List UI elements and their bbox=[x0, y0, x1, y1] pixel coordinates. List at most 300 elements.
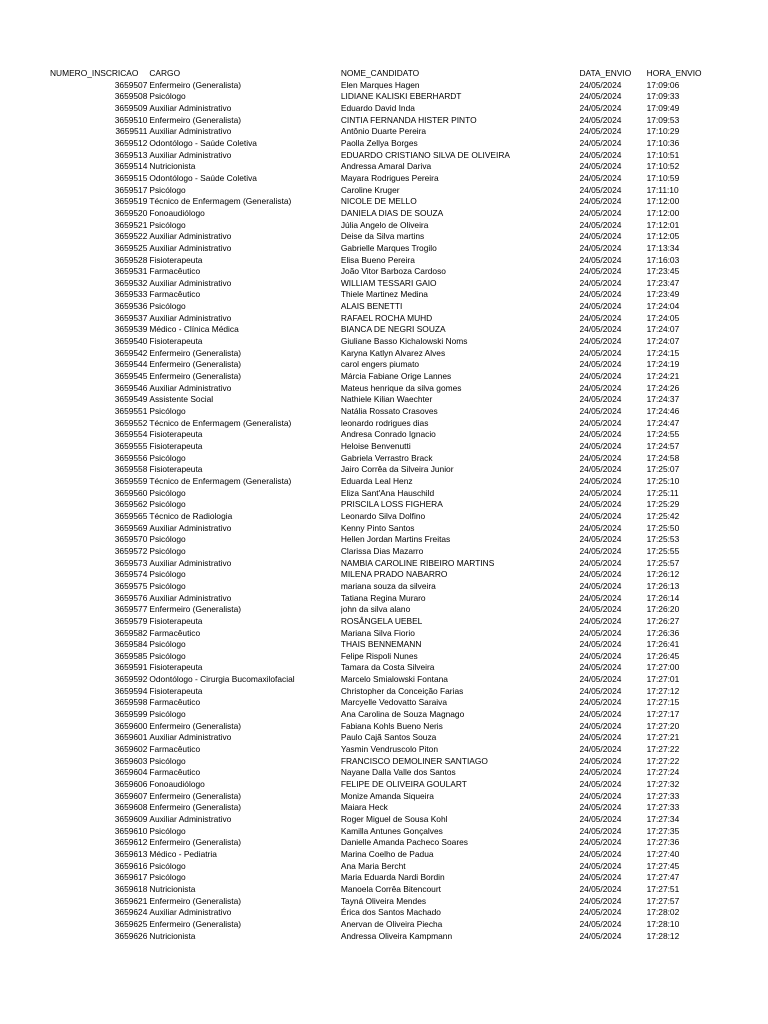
cell-nome-candidato: john da silva alano bbox=[340, 604, 411, 615]
cell-nome-candidato: Monize Amanda Siqueira bbox=[340, 790, 434, 801]
cell-data-envio: 24/05/2024 bbox=[579, 184, 622, 195]
table-row bbox=[0, 196, 768, 208]
table-row bbox=[0, 931, 768, 943]
table-row bbox=[0, 418, 768, 430]
cell-numero-inscricao: 3659573 bbox=[114, 557, 148, 568]
cell-nome-candidato: Ana Maria Bercht bbox=[340, 860, 406, 871]
cell-numero-inscricao: 3659549 bbox=[114, 394, 148, 405]
cell-numero-inscricao: 3659513 bbox=[114, 149, 148, 160]
cell-data-envio: 24/05/2024 bbox=[579, 382, 622, 393]
cell-data-envio: 24/05/2024 bbox=[579, 219, 622, 230]
table-row bbox=[0, 511, 768, 523]
cell-data-envio: 24/05/2024 bbox=[579, 767, 622, 778]
cell-hora-envio: 17:26:20 bbox=[646, 604, 680, 615]
cell-data-envio: 24/05/2024 bbox=[579, 137, 622, 148]
table-row bbox=[0, 161, 768, 173]
cell-data-envio: 24/05/2024 bbox=[579, 627, 622, 638]
cell-nome-candidato: NICOLE DE MELLO bbox=[340, 196, 417, 207]
cell-numero-inscricao: 3659517 bbox=[114, 184, 148, 195]
cell-hora-envio: 17:13:34 bbox=[646, 242, 680, 253]
table-row bbox=[0, 453, 768, 465]
cell-numero-inscricao: 3659519 bbox=[114, 196, 148, 207]
cell-data-envio: 24/05/2024 bbox=[579, 825, 622, 836]
cell-data-envio: 24/05/2024 bbox=[579, 254, 622, 265]
table-row bbox=[0, 546, 768, 558]
cell-data-envio: 24/05/2024 bbox=[579, 499, 622, 510]
cell-nome-candidato: Kamilla Antunes Gonçalves bbox=[340, 825, 443, 836]
cell-numero-inscricao: 3659525 bbox=[114, 242, 148, 253]
cell-numero-inscricao: 3659537 bbox=[114, 312, 148, 323]
cell-numero-inscricao: 3659532 bbox=[114, 277, 148, 288]
table-row bbox=[0, 534, 768, 546]
cell-hora-envio: 17:10:36 bbox=[646, 137, 680, 148]
cell-hora-envio: 17:27:47 bbox=[646, 872, 680, 883]
cell-numero-inscricao: 3659612 bbox=[114, 837, 148, 848]
cell-data-envio: 24/05/2024 bbox=[579, 277, 622, 288]
table-row bbox=[0, 371, 768, 383]
table-row bbox=[0, 826, 768, 838]
cell-cargo: Enfermeiro (Generalista) bbox=[149, 347, 242, 358]
cell-data-envio: 24/05/2024 bbox=[579, 883, 622, 894]
cell-numero-inscricao: 3659602 bbox=[114, 744, 148, 755]
cell-numero-inscricao: 3659576 bbox=[114, 592, 148, 603]
cell-numero-inscricao: 3659617 bbox=[114, 872, 148, 883]
cell-data-envio: 24/05/2024 bbox=[579, 848, 622, 859]
cell-cargo: Auxiliar Administrativo bbox=[149, 231, 232, 242]
cell-hora-envio: 17:24:55 bbox=[646, 429, 680, 440]
cell-data-envio: 24/05/2024 bbox=[579, 545, 622, 556]
cell-hora-envio: 17:10:29 bbox=[646, 126, 680, 137]
table-row bbox=[0, 441, 768, 453]
cell-nome-candidato: Paolla Zellya Borges bbox=[340, 137, 418, 148]
cell-nome-candidato: Marcyelle Vedovatto Saraiva bbox=[340, 697, 447, 708]
table-row bbox=[0, 208, 768, 220]
cell-numero-inscricao: 3659579 bbox=[114, 615, 148, 626]
cell-nome-candidato: LIDIANE KALISKI EBERHARDT bbox=[340, 91, 462, 102]
cell-numero-inscricao: 3659609 bbox=[114, 814, 148, 824]
cell-hora-envio: 17:27:17 bbox=[646, 709, 680, 720]
cell-nome-candidato: Andressa Amaral Dariva bbox=[340, 161, 432, 172]
cell-numero-inscricao: 3659584 bbox=[114, 639, 148, 650]
cell-cargo: Auxiliar Administrativo bbox=[149, 592, 232, 603]
cell-data-envio: 24/05/2024 bbox=[579, 569, 622, 580]
table-row bbox=[0, 406, 768, 418]
cell-nome-candidato: Jairo Corrêa da Silveira Junior bbox=[340, 464, 454, 475]
cell-numero-inscricao: 3659598 bbox=[114, 697, 148, 708]
table-body bbox=[0, 80, 768, 943]
cell-nome-candidato: FELIPE DE OLIVEIRA GOULART bbox=[340, 779, 467, 790]
table-row bbox=[0, 429, 768, 441]
cell-nome-candidato: Danielle Amanda Pacheco Soares bbox=[340, 837, 468, 848]
cell-nome-candidato: Márcia Fabiane Orige Lannes bbox=[340, 371, 452, 382]
cell-cargo: Psicólogo bbox=[149, 184, 186, 195]
cell-numero-inscricao: 3659559 bbox=[114, 475, 148, 486]
spreadsheet-page bbox=[0, 68, 768, 942]
cell-data-envio: 24/05/2024 bbox=[579, 406, 622, 417]
cell-nome-candidato: Mariana Silva Fiorio bbox=[340, 627, 415, 638]
table-row bbox=[0, 756, 768, 768]
cell-nome-candidato: Giuliane Basso Kichalowski Noms bbox=[340, 336, 468, 347]
table-row bbox=[0, 185, 768, 197]
cell-cargo: Auxiliar Administrativo bbox=[149, 242, 232, 253]
cell-cargo: Farmacêutico bbox=[149, 266, 201, 277]
cell-cargo: Auxiliar Administrativo bbox=[149, 149, 232, 160]
cell-cargo: Fonoaudiólogo bbox=[149, 207, 205, 218]
cell-cargo: Enfermeiro (Generalista) bbox=[149, 371, 242, 382]
table-row bbox=[0, 289, 768, 301]
cell-cargo: Auxiliar Administrativo bbox=[149, 277, 232, 288]
cell-hora-envio: 17:23:45 bbox=[646, 266, 680, 277]
cell-numero-inscricao: 3659616 bbox=[114, 860, 148, 871]
table-row bbox=[0, 581, 768, 593]
table-row bbox=[0, 593, 768, 605]
cell-data-envio: 24/05/2024 bbox=[579, 394, 622, 405]
cell-data-envio: 24/05/2024 bbox=[579, 371, 622, 382]
cell-numero-inscricao: 3659533 bbox=[114, 289, 148, 300]
cell-nome-candidato: Maiara Heck bbox=[340, 802, 388, 813]
table-row bbox=[0, 896, 768, 908]
cell-data-envio: 24/05/2024 bbox=[579, 895, 622, 906]
cell-numero-inscricao: 3659511 bbox=[115, 126, 148, 137]
cell-data-envio: 24/05/2024 bbox=[579, 114, 622, 125]
cell-data-envio: 24/05/2024 bbox=[579, 720, 622, 731]
cell-numero-inscricao: 3659610 bbox=[114, 825, 148, 836]
cell-nome-candidato: leonardo rodrigues dias bbox=[340, 417, 429, 428]
cell-numero-inscricao: 3659582 bbox=[114, 627, 148, 638]
header-numero-inscricao: NUMERO_INSCRICAO bbox=[50, 68, 139, 78]
cell-cargo: Enfermeiro (Generalista) bbox=[149, 837, 242, 848]
table-row bbox=[0, 313, 768, 325]
cell-cargo: Auxiliar Administrativo bbox=[149, 557, 232, 568]
cell-hora-envio: 17:25:55 bbox=[646, 545, 680, 556]
cell-data-envio: 24/05/2024 bbox=[579, 242, 622, 253]
cell-nome-candidato: RAFAEL ROCHA MUHD bbox=[340, 312, 433, 323]
cell-hora-envio: 17:27:33 bbox=[646, 790, 680, 801]
cell-numero-inscricao: 3659569 bbox=[114, 522, 148, 533]
cell-nome-candidato: Felipe Rispoli Nunes bbox=[340, 650, 418, 661]
table-row bbox=[0, 231, 768, 243]
cell-numero-inscricao: 3659560 bbox=[114, 487, 148, 498]
cell-hora-envio: 17:24:07 bbox=[646, 336, 680, 347]
table-row bbox=[0, 278, 768, 290]
cell-data-envio: 24/05/2024 bbox=[579, 417, 622, 428]
cell-numero-inscricao: 3659521 bbox=[114, 219, 148, 230]
cell-nome-candidato: MILENA PRADO NABARRO bbox=[340, 569, 448, 580]
cell-hora-envio: 17:27:01 bbox=[646, 674, 680, 685]
table-row bbox=[0, 80, 768, 92]
cell-nome-candidato: Ana Carolina de Souza Magnago bbox=[340, 709, 465, 720]
cell-cargo: Psicólogo bbox=[149, 487, 186, 498]
cell-numero-inscricao: 3659508 bbox=[114, 91, 148, 102]
cell-numero-inscricao: 3659545 bbox=[114, 371, 148, 382]
candidates-table bbox=[0, 68, 768, 942]
cell-cargo: Psicólogo bbox=[149, 499, 186, 510]
cell-hora-envio: 17:25:50 bbox=[646, 522, 680, 533]
cell-nome-candidato: Marcelo Smialowski Fontana bbox=[340, 674, 448, 685]
cell-numero-inscricao: 3659542 bbox=[114, 347, 148, 358]
cell-data-envio: 24/05/2024 bbox=[579, 755, 622, 766]
table-row bbox=[0, 639, 768, 651]
table-row bbox=[0, 126, 768, 138]
cell-nome-candidato: João Vitor Barboza Cardoso bbox=[340, 266, 446, 277]
cell-nome-candidato: Roger Miguel de Sousa Kohl bbox=[340, 814, 448, 824]
cell-cargo: Enfermeiro (Generalista) bbox=[149, 802, 242, 813]
table-row bbox=[0, 744, 768, 756]
cell-data-envio: 24/05/2024 bbox=[579, 429, 622, 440]
cell-hora-envio: 17:09:53 bbox=[646, 114, 680, 125]
table-row bbox=[0, 919, 768, 931]
cell-cargo: Farmacêutico bbox=[149, 627, 201, 638]
cell-data-envio: 24/05/2024 bbox=[579, 779, 622, 790]
cell-numero-inscricao: 3659528 bbox=[114, 254, 148, 265]
cell-data-envio: 24/05/2024 bbox=[579, 580, 622, 591]
cell-hora-envio: 17:12:00 bbox=[646, 196, 680, 207]
cell-hora-envio: 17:24:58 bbox=[646, 452, 680, 463]
cell-hora-envio: 17:25:07 bbox=[646, 464, 680, 475]
cell-data-envio: 24/05/2024 bbox=[579, 196, 622, 207]
cell-numero-inscricao: 3659551 bbox=[114, 406, 148, 417]
table-row bbox=[0, 255, 768, 267]
cell-nome-candidato: Eliza Sant'Ana Hauschild bbox=[340, 487, 435, 498]
cell-cargo: Auxiliar Administrativo bbox=[149, 522, 232, 533]
cell-data-envio: 24/05/2024 bbox=[579, 487, 622, 498]
cell-hora-envio: 17:25:10 bbox=[646, 475, 680, 486]
cell-numero-inscricao: 3659626 bbox=[114, 930, 148, 941]
cell-nome-candidato: ROSÂNGELA UEBEL bbox=[340, 615, 423, 626]
cell-data-envio: 24/05/2024 bbox=[579, 790, 622, 801]
cell-numero-inscricao: 3659572 bbox=[114, 545, 148, 556]
cell-hora-envio: 17:26:45 bbox=[646, 650, 680, 661]
cell-numero-inscricao: 3659577 bbox=[114, 604, 148, 615]
cell-numero-inscricao: 3659565 bbox=[114, 510, 148, 521]
cell-nome-candidato: Thiele Martinez Medina bbox=[340, 289, 428, 300]
cell-data-envio: 24/05/2024 bbox=[579, 347, 622, 358]
cell-cargo: Auxiliar Administrativo bbox=[149, 382, 232, 393]
cell-cargo: Psicólogo bbox=[149, 650, 186, 661]
cell-hora-envio: 17:27:12 bbox=[646, 685, 680, 696]
table-row bbox=[0, 837, 768, 849]
cell-hora-envio: 17:10:59 bbox=[646, 172, 680, 183]
cell-data-envio: 24/05/2024 bbox=[579, 231, 622, 242]
cell-nome-candidato: Mateus henrique da silva gomes bbox=[340, 382, 462, 393]
cell-hora-envio: 17:24:07 bbox=[646, 324, 680, 335]
cell-hora-envio: 17:26:14 bbox=[646, 592, 680, 603]
cell-hora-envio: 17:24:37 bbox=[646, 394, 680, 405]
cell-cargo: Fisioterapeuta bbox=[149, 441, 203, 451]
table-row bbox=[0, 849, 768, 861]
cell-numero-inscricao: 3659554 bbox=[114, 429, 148, 440]
cell-cargo: Farmacêutico bbox=[149, 744, 201, 755]
cell-numero-inscricao: 3659515 bbox=[114, 172, 148, 183]
cell-data-envio: 24/05/2024 bbox=[579, 709, 622, 720]
table-row bbox=[0, 651, 768, 663]
cell-nome-candidato: Caroline Kruger bbox=[340, 184, 400, 195]
cell-data-envio: 24/05/2024 bbox=[579, 930, 622, 941]
table-row bbox=[0, 488, 768, 500]
cell-hora-envio: 17:27:22 bbox=[646, 755, 680, 766]
cell-data-envio: 24/05/2024 bbox=[579, 639, 622, 650]
cell-cargo: Fonoaudiólogo bbox=[149, 779, 205, 790]
cell-numero-inscricao: 3659510 bbox=[114, 114, 148, 125]
cell-data-envio: 24/05/2024 bbox=[579, 534, 622, 545]
cell-nome-candidato: Elen Marques Hagen bbox=[340, 79, 420, 90]
table-row bbox=[0, 499, 768, 511]
cell-data-envio: 24/05/2024 bbox=[579, 79, 622, 90]
cell-nome-candidato: Natália Rossato Crasoves bbox=[340, 406, 438, 417]
cell-nome-candidato: Paulo Cajã Santos Souza bbox=[340, 732, 437, 743]
cell-data-envio: 24/05/2024 bbox=[579, 301, 622, 312]
cell-data-envio: 24/05/2024 bbox=[579, 697, 622, 708]
cell-nome-candidato: Kenny Pinto Santos bbox=[340, 522, 415, 533]
cell-nome-candidato: Karyna Katlyn Alvarez Alves bbox=[340, 347, 446, 358]
cell-data-envio: 24/05/2024 bbox=[579, 126, 622, 137]
cell-data-envio: 24/05/2024 bbox=[579, 860, 622, 871]
cell-numero-inscricao: 3659600 bbox=[114, 720, 148, 731]
cell-nome-candidato: Deise da Silva martins bbox=[340, 231, 425, 242]
cell-hora-envio: 17:27:35 bbox=[646, 825, 680, 836]
table-row bbox=[0, 359, 768, 371]
cell-hora-envio: 17:28:02 bbox=[646, 907, 680, 918]
cell-cargo: Odontólogo - Cirurgia Bucomaxilofacial bbox=[149, 674, 295, 685]
cell-nome-candidato: Gabriela Verrastro Brack bbox=[340, 452, 433, 463]
cell-data-envio: 24/05/2024 bbox=[579, 650, 622, 661]
cell-nome-candidato: Heloise Benvenutti bbox=[340, 441, 411, 451]
cell-data-envio: 24/05/2024 bbox=[579, 161, 622, 172]
table-row bbox=[0, 173, 768, 185]
table-row bbox=[0, 558, 768, 570]
cell-data-envio: 24/05/2024 bbox=[579, 102, 622, 113]
table-row bbox=[0, 103, 768, 115]
cell-cargo: Fisioterapeuta bbox=[149, 429, 203, 440]
cell-cargo: Técnico de Enfermagem (Generalista) bbox=[149, 475, 292, 486]
cell-nome-candidato: Hellen Jordan Martins Freitas bbox=[340, 534, 451, 545]
cell-cargo: Auxiliar Administrativo bbox=[149, 732, 232, 743]
cell-nome-candidato: Mayara Rodrigues Pereira bbox=[340, 172, 439, 183]
cell-hora-envio: 17:23:47 bbox=[646, 277, 680, 288]
cell-numero-inscricao: 3659613 bbox=[114, 848, 148, 859]
cell-numero-inscricao: 3659555 bbox=[114, 441, 148, 451]
cell-cargo: Psicólogo bbox=[149, 301, 186, 312]
cell-cargo: Nutricionista bbox=[149, 161, 196, 172]
cell-cargo: Psicólogo bbox=[149, 534, 186, 545]
cell-nome-candidato: carol engers piumato bbox=[340, 359, 420, 370]
cell-data-envio: 24/05/2024 bbox=[579, 662, 622, 673]
cell-hora-envio: 17:24:57 bbox=[646, 441, 680, 451]
cell-cargo: Médico - Pediatria bbox=[149, 848, 217, 859]
cell-nome-candidato: Elisa Bueno Pereira bbox=[340, 254, 415, 265]
table-row bbox=[0, 674, 768, 686]
cell-hora-envio: 17:24:47 bbox=[646, 417, 680, 428]
cell-hora-envio: 17:26:27 bbox=[646, 615, 680, 626]
table-row bbox=[0, 115, 768, 127]
cell-hora-envio: 17:24:46 bbox=[646, 406, 680, 417]
table-row bbox=[0, 348, 768, 360]
cell-hora-envio: 17:28:12 bbox=[646, 930, 680, 941]
cell-hora-envio: 17:27:40 bbox=[646, 848, 680, 859]
cell-data-envio: 24/05/2024 bbox=[579, 802, 622, 813]
cell-nome-candidato: FRANCISCO DEMOLINER SANTIAGO bbox=[340, 755, 488, 766]
cell-nome-candidato: Eduardo David Inda bbox=[340, 102, 415, 113]
cell-nome-candidato: Tatiana Regina Muraro bbox=[340, 592, 426, 603]
cell-hora-envio: 17:23:49 bbox=[646, 289, 680, 300]
cell-cargo: Enfermeiro (Generalista) bbox=[149, 895, 242, 906]
cell-cargo: Fisioterapeuta bbox=[149, 336, 203, 347]
cell-nome-candidato: Anervan de Oliveira Piecha bbox=[340, 918, 443, 929]
cell-data-envio: 24/05/2024 bbox=[579, 266, 622, 277]
cell-nome-candidato: Nayane Dalla Valle dos Santos bbox=[340, 767, 456, 778]
cell-data-envio: 24/05/2024 bbox=[579, 289, 622, 300]
cell-numero-inscricao: 3659531 bbox=[114, 266, 148, 277]
cell-numero-inscricao: 3659512 bbox=[114, 137, 148, 148]
cell-cargo: Psicólogo bbox=[149, 825, 186, 836]
table-row bbox=[0, 779, 768, 791]
table-row bbox=[0, 662, 768, 674]
cell-hora-envio: 17:12:00 bbox=[646, 207, 680, 218]
cell-cargo: Auxiliar Administrativo bbox=[149, 126, 232, 137]
cell-numero-inscricao: 3659601 bbox=[114, 732, 148, 743]
cell-hora-envio: 17:26:12 bbox=[646, 569, 680, 580]
table-row bbox=[0, 814, 768, 826]
cell-hora-envio: 17:24:05 bbox=[646, 312, 680, 323]
cell-data-envio: 24/05/2024 bbox=[579, 837, 622, 848]
cell-cargo: Fisioterapeuta bbox=[149, 254, 203, 265]
cell-hora-envio: 17:09:49 bbox=[646, 102, 680, 113]
cell-cargo: Enfermeiro (Generalista) bbox=[149, 720, 242, 731]
cell-numero-inscricao: 3659625 bbox=[114, 918, 148, 929]
cell-nome-candidato: Érica dos Santos Machado bbox=[340, 907, 441, 918]
cell-numero-inscricao: 3659552 bbox=[114, 417, 148, 428]
cell-nome-candidato: ALAIS BENETTI bbox=[340, 301, 403, 312]
cell-cargo: Enfermeiro (Generalista) bbox=[149, 79, 242, 90]
cell-cargo: Técnico de Enfermagem (Generalista) bbox=[149, 417, 292, 428]
cell-hora-envio: 17:26:13 bbox=[646, 580, 680, 591]
cell-numero-inscricao: 3659507 bbox=[114, 79, 148, 90]
cell-numero-inscricao: 3659607 bbox=[114, 790, 148, 801]
cell-hora-envio: 17:24:15 bbox=[646, 347, 680, 358]
cell-data-envio: 24/05/2024 bbox=[579, 452, 622, 463]
cell-hora-envio: 17:26:36 bbox=[646, 627, 680, 638]
cell-cargo: Odontólogo - Saúde Coletiva bbox=[149, 172, 257, 183]
cell-hora-envio: 17:27:15 bbox=[646, 697, 680, 708]
cell-cargo: Enfermeiro (Generalista) bbox=[149, 359, 242, 370]
table-row bbox=[0, 324, 768, 336]
cell-numero-inscricao: 3659591 bbox=[114, 662, 148, 673]
cell-nome-candidato: Fabiana Kohls Bueno Neris bbox=[340, 720, 443, 731]
cell-cargo: Psicólogo bbox=[149, 709, 186, 720]
cell-cargo: Auxiliar Administrativo bbox=[149, 814, 232, 824]
cell-cargo: Nutricionista bbox=[149, 883, 196, 894]
cell-nome-candidato: Tamara da Costa Silveira bbox=[340, 662, 435, 673]
cell-data-envio: 24/05/2024 bbox=[579, 604, 622, 615]
cell-cargo: Farmacêutico bbox=[149, 697, 201, 708]
cell-hora-envio: 17:27:34 bbox=[646, 814, 680, 824]
cell-data-envio: 24/05/2024 bbox=[579, 918, 622, 929]
cell-hora-envio: 17:11:10 bbox=[646, 184, 679, 195]
cell-cargo: Fisioterapeuta bbox=[149, 662, 203, 673]
header-cargo: CARGO bbox=[149, 68, 181, 78]
cell-hora-envio: 17:27:33 bbox=[646, 802, 680, 813]
cell-numero-inscricao: 3659540 bbox=[114, 336, 148, 347]
cell-cargo: Psicólogo bbox=[149, 580, 186, 591]
cell-data-envio: 24/05/2024 bbox=[579, 464, 622, 475]
cell-hora-envio: 17:10:51 bbox=[646, 149, 680, 160]
cell-hora-envio: 17:27:24 bbox=[646, 767, 680, 778]
table-row bbox=[0, 709, 768, 721]
cell-hora-envio: 17:25:42 bbox=[646, 510, 680, 521]
cell-nome-candidato: EDUARDO CRISTIANO SILVA DE OLIVEIRA bbox=[340, 149, 510, 160]
cell-numero-inscricao: 3659575 bbox=[114, 580, 148, 591]
cell-data-envio: 24/05/2024 bbox=[579, 149, 622, 160]
